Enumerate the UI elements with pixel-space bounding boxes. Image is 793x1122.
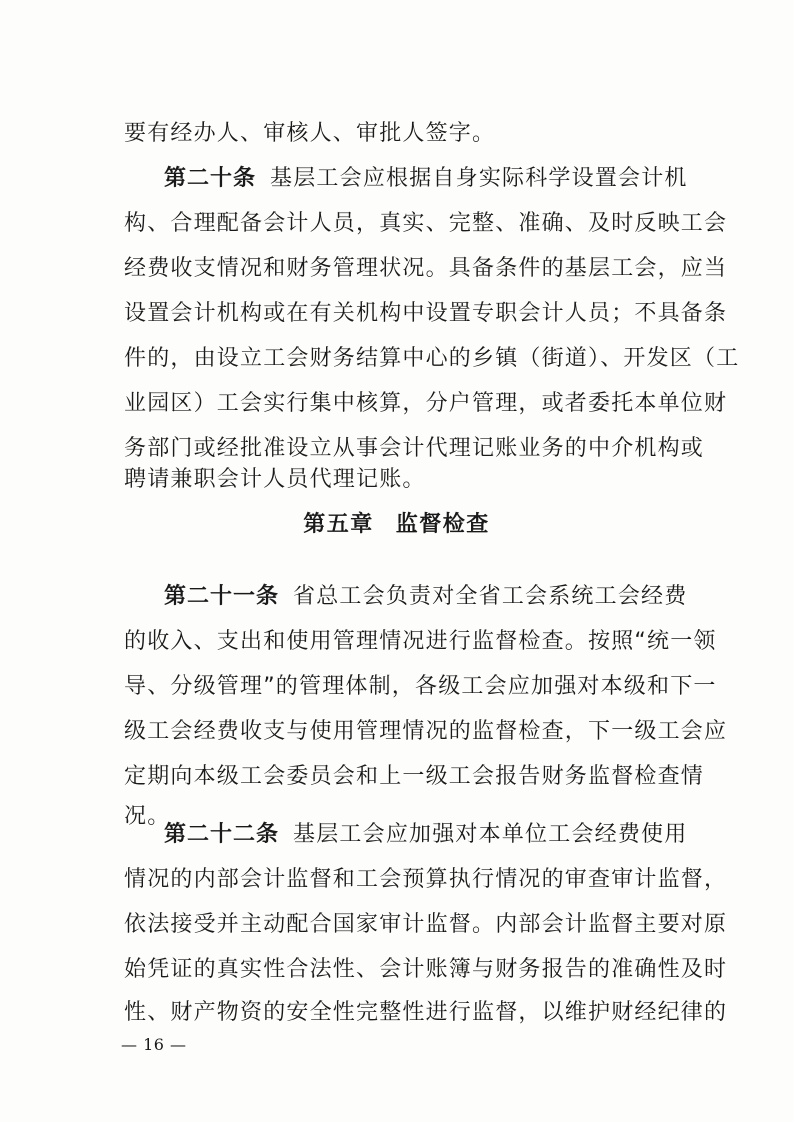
chapter-number: 第五章 xyxy=(303,512,374,537)
text-line: 构、合理配备会计人员，真实、完整、准确、及时反映工会 xyxy=(124,211,728,236)
article-label: 第二十条 xyxy=(164,166,257,191)
article-20-first-line xyxy=(164,157,688,201)
text-line: 始凭证的真实性合法性、会计账簿与财务报告的准确性及时 xyxy=(124,957,728,982)
text-line: 经费收支情况和财务管理状况。具备条件的基层工会，应当 xyxy=(124,256,728,281)
text-line: 的收入、支出和使用管理情况进行监督检查。按照“统一领 xyxy=(124,629,717,654)
page-number: — 16 — xyxy=(121,1035,187,1054)
text-line: 情况的内部会计监督和工会预算执行情况的审查审计监督， xyxy=(124,867,728,892)
chapter-title: 监督检查 xyxy=(395,512,490,537)
text-line: 务部门或经批准设立从事会计代理记账业务的中介机构或 xyxy=(124,436,705,461)
chapter-heading xyxy=(0,503,793,547)
text-line: 依法接受并主动配合国家审计监督。内部会计监督主要对原 xyxy=(124,912,728,937)
text-line: 况。 xyxy=(124,804,171,829)
article-21-first-line xyxy=(164,575,688,619)
text-line: 性、财产物资的安全性完整性进行监督，以维护财经纪律的 xyxy=(124,1000,728,1025)
article-text: 基层工会应加强对本单位工会经费使用 xyxy=(293,822,688,847)
article-label: 第二十二条 xyxy=(164,822,280,847)
text-line: 聘请兼职会计人员代理记账。 xyxy=(124,467,426,492)
text-line: 级工会经费收支与使用管理情况的监督检查，下一级工会应 xyxy=(124,719,728,744)
article-label: 第二十一条 xyxy=(164,584,280,609)
text-line: 设置会计机构或在有关机构中设置专职会计人员；不具备条 xyxy=(124,301,728,326)
text-line: 业园区）工会实行集中核算，分户管理，或者委托本单位财 xyxy=(124,391,728,416)
article-22-first-line xyxy=(164,813,688,857)
article-text: 省总工会负责对全省工会系统工会经费 xyxy=(293,584,688,609)
text-line: 要有经办人、审核人、审批人签字。 xyxy=(124,121,496,146)
article-text: 基层工会应根据自身实际科学设置会计机 xyxy=(270,166,688,191)
text-line: 定期向本级工会委员会和上一级工会报告财务监督检查情 xyxy=(124,764,705,789)
text-line: 件的，由设立工会财务结算中心的乡镇（街道）、开发区（工 xyxy=(124,346,740,371)
text-line: 导、分级管理”的管理体制，各级工会应加强对本级和下一 xyxy=(124,674,717,699)
